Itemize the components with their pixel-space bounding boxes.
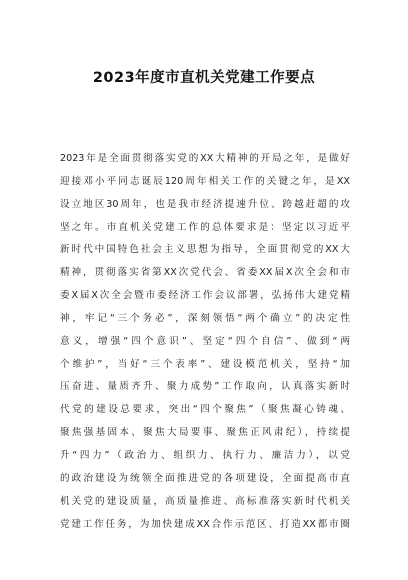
paragraph-line: 的政治建设为统领全面推进党的各项建设，全面提高市直 [60, 472, 350, 484]
paragraph-line: 压奋进、量质齐升、聚力成势”工作取向，认真落实新时 [60, 381, 350, 393]
paragraph-line: 聚焦强基固本、聚焦大局要事、聚焦正风肃纪），持续提 [60, 427, 350, 439]
paragraph-line: 迎接邓小平同志诞辰120周年相关工作的关键之年，是XX [60, 175, 350, 187]
paragraph-line: 设立地区30周年，也是我市经济提速升位、跨越赶超的攻 [60, 198, 350, 210]
paragraph-line: 神，牢记“三个务必”，深刻领悟“两个确立”的决定性 [60, 312, 350, 324]
document-title: 2023年度市直机关党建工作要点 [92, 70, 316, 86]
paragraph-line: 机关党的建设质量，高质量推进、高标准落实新时代机关 [60, 495, 350, 507]
paragraph-line: 委X届X次全会暨市委经济工作会议部署，弘扬伟大建党精 [60, 290, 350, 302]
paragraph-line: 2023年是全面贯彻落实党的XX大精神的开局之年，是做好 [60, 153, 350, 164]
paragraph-line: 个维护”，当好“三个表率”、建设模范机关，坚持“加 [60, 358, 350, 370]
paragraph-line: 党建工作任务，为加快建成XX合作示范区、打造XX都市圈 [60, 518, 350, 530]
paragraph-line: 意义，增强“四个意识”、坚定“四个自信”、做到“两 [60, 335, 350, 347]
paragraph-line: 新时代中国特色社会主义思想为指导，全面贯彻党的XX大 [60, 244, 350, 256]
body-paragraph [60, 148, 350, 536]
paragraph-line: 精神，贯彻落实省第XX次党代会、省委XX届X次全会和市 [60, 267, 350, 279]
paragraph-line: 代党的建设总要求，突出“四个聚焦”（聚焦凝心铸魂、 [60, 404, 350, 416]
paragraph-line: 升“四力”（政治力、组织力、执行力、廉洁力），以党 [60, 449, 350, 461]
paragraph-line: 坚之年。市直机关党建工作的总体要求是：坚定以习近平 [60, 221, 350, 233]
